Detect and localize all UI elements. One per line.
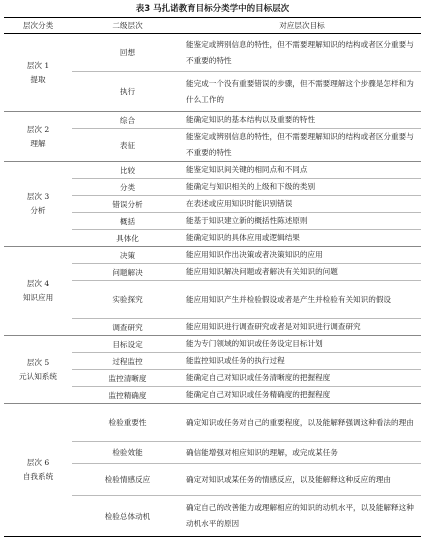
level-cell: [4, 336, 72, 404]
level-name: 提取: [30, 74, 46, 84]
table-body: [4, 34, 421, 537]
goal-cell: 能监控知识或任务的执行过程: [183, 353, 421, 370]
sublevel-cell: 决策: [72, 247, 183, 264]
sublevel-cell: 分类: [72, 179, 183, 196]
goal-cell: 能完成一个没有重要错误的步骤，但不需要理解这个步骤是怎样和为什么工作的: [183, 72, 421, 112]
table-row: [4, 336, 421, 353]
table-caption: 表3 马扎诺教育目标分类学中的目标层次: [135, 4, 290, 14]
sublevel-cell: 检验重要性: [72, 404, 183, 442]
sublevel-cell: 检验效能: [72, 442, 183, 464]
level-cell: [4, 162, 72, 247]
goal-cell: 能为专门领域的知识或任务设定目标计划: [183, 336, 421, 353]
table-row: [4, 247, 421, 264]
goal-cell: 在表述或应用知识时能识别错误: [183, 196, 421, 213]
goal-cell: 能鉴定知识间关键的相同点和不同点: [183, 162, 421, 179]
goal-cell: 能鉴定或辨别信息的特性，但不需要理解知识的结构或者区分重要与不重要的特性: [183, 129, 421, 162]
table-row: [4, 162, 421, 179]
table-row: [4, 112, 421, 129]
goal-cell: 能确定自己对知识或任务清晰度的把握程度: [183, 370, 421, 387]
goal-cell: 能基于知识建立新的概括性陈述原则: [183, 213, 421, 230]
header-level: 层次分类: [4, 18, 72, 34]
goal-cell: 能应用知识作出决策或者决策知识的应用: [183, 247, 421, 264]
sublevel-cell: 过程监控: [72, 353, 183, 370]
level-name: 分析: [30, 206, 46, 215]
level-name: 自我系统: [22, 472, 54, 481]
sublevel-cell: 实验探究: [72, 281, 183, 319]
sublevel-cell: 调查研究: [72, 319, 183, 336]
level-number: 层次 2: [26, 124, 50, 134]
sublevel-cell: 回想: [72, 34, 183, 72]
sublevel-cell: 概括: [72, 213, 183, 230]
table-header-row: [4, 18, 421, 34]
level-number: 层次 4: [26, 279, 50, 288]
sublevel-cell: 目标设定: [72, 336, 183, 353]
goal-cell: 能确定自己对知识或任务精确度的把握程度: [183, 387, 421, 404]
level-name: 理解: [30, 138, 46, 148]
level-cell: [4, 404, 72, 537]
goal-cell: 能应用知识产生并检验假设或者是产生并检验有关知识的假设: [183, 281, 421, 319]
goal-cell: 确定自己的改善能力或理解相应的知识的动机水平，以及能解释这种动机水平的原因: [183, 496, 421, 537]
sublevel-cell: 表征: [72, 129, 183, 162]
goal-cell: 能应用知识进行调查研究或者是对知识进行调查研究: [183, 319, 421, 336]
level-cell: [4, 247, 72, 336]
goal-cell: 确定知识或任务对自己的重要程度，以及能解释强调这种看法的理由: [183, 404, 421, 442]
sublevel-cell: 检验总体动机: [72, 496, 183, 537]
level-number: 层次 3: [26, 192, 50, 201]
level-number: 层次 5: [26, 357, 50, 367]
goal-cell: 能应用知识解决问题或者解决有关知识的问题: [183, 264, 421, 281]
level-number: 层次 6: [26, 458, 50, 467]
sublevel-cell: 错误分析: [72, 196, 183, 213]
goal-cell: 能鉴定或辨别信息的特性，但不需要理解知识的结构或者区分重要与不重要的特性: [183, 34, 421, 72]
sublevel-cell: 监控精确度: [72, 387, 183, 404]
sublevel-cell: 比较: [72, 162, 183, 179]
sublevel-cell: 问题解决: [72, 264, 183, 281]
sublevel-cell: 具体化: [72, 230, 183, 247]
level-number: 层次 1: [26, 60, 50, 70]
table-row: [4, 34, 421, 72]
goal-cell: 确定对知识或某任务的情感反应，以及能解释这种反应的理由: [183, 464, 421, 496]
header-goal: 对应层次目标: [183, 18, 421, 34]
table-row: [4, 404, 421, 442]
goal-cell: 确信能增强对相应知识的理解，或完成某任务: [183, 442, 421, 464]
sublevel-cell: 监控清晰度: [72, 370, 183, 387]
goal-cell: 能确定知识的基本结构以及重要的特性: [183, 112, 421, 129]
header-sublevel: 二级层次: [72, 18, 183, 34]
sublevel-cell: 综合: [72, 112, 183, 129]
sublevel-cell: 执行: [72, 72, 183, 112]
goal-cell: 能确定与知识相关的上级和下级的类别: [183, 179, 421, 196]
goal-cell: 能确定知识的具体应用或逻辑结果: [183, 230, 421, 247]
level-cell: [4, 112, 72, 162]
level-name: 元认知系统: [19, 371, 57, 381]
goal-levels-table: [4, 17, 421, 537]
level-name: 知识应用: [22, 293, 54, 302]
level-cell: [4, 34, 72, 112]
sublevel-cell: 检验情感反应: [72, 464, 183, 496]
